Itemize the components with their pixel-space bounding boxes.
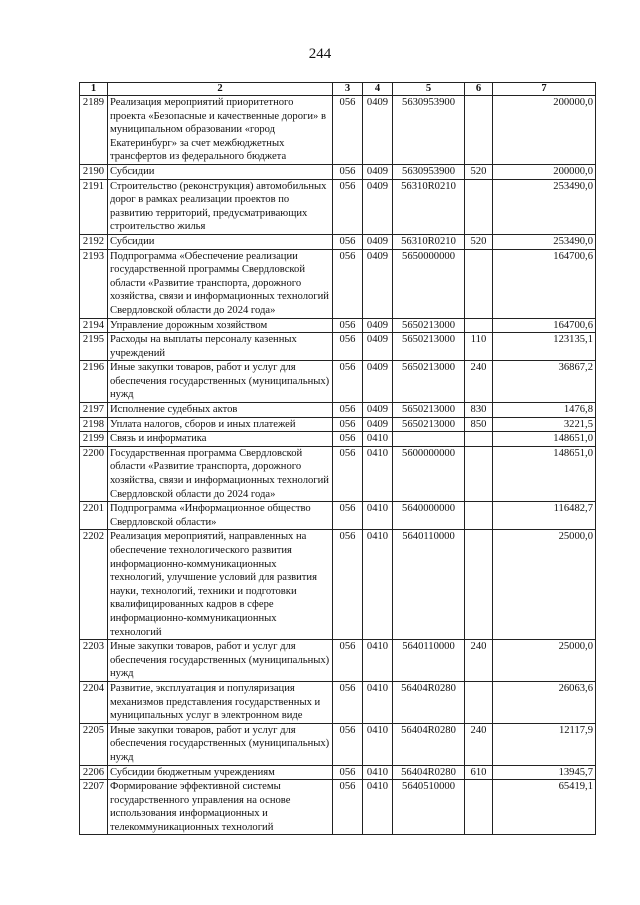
row-number: 2192: [80, 234, 108, 249]
section-code: 0409: [363, 361, 393, 403]
row-name: Развитие, эксплуатация и популяризация механизмов представления государственных и муниципальных услуг в электронном виде: [108, 681, 333, 723]
row-name: Формирование эффективной системы государственного управления на основе использования информационных и телекоммуникационных технологий: [108, 780, 333, 835]
expense-type-code: 520: [465, 164, 493, 179]
row-number: 2189: [80, 96, 108, 165]
section-code: 0410: [363, 502, 393, 530]
amount: 13945,7: [493, 765, 596, 780]
table-header-row: [80, 83, 596, 96]
target-article-code: 5640000000: [393, 502, 465, 530]
target-article-code: 5650000000: [393, 249, 465, 318]
row-number: 2196: [80, 361, 108, 403]
ministry-code: 056: [333, 318, 363, 333]
column-header: 5: [393, 83, 465, 96]
target-article-code: 5640510000: [393, 780, 465, 835]
ministry-code: 056: [333, 432, 363, 447]
expense-type-code: 610: [465, 765, 493, 780]
amount: 253490,0: [493, 234, 596, 249]
column-header: 6: [465, 83, 493, 96]
section-code: 0409: [363, 403, 393, 418]
target-article-code: 5630953900: [393, 164, 465, 179]
ministry-code: 056: [333, 164, 363, 179]
amount: 25000,0: [493, 640, 596, 682]
target-article-code: 5650213000: [393, 333, 465, 361]
target-article-code: 5650213000: [393, 318, 465, 333]
amount: 25000,0: [493, 530, 596, 640]
ministry-code: 056: [333, 780, 363, 835]
row-number: 2204: [80, 681, 108, 723]
amount: 36867,2: [493, 361, 596, 403]
target-article-code: 5640110000: [393, 640, 465, 682]
amount: 148651,0: [493, 446, 596, 501]
table-row: [80, 765, 596, 780]
expense-type-code: 240: [465, 361, 493, 403]
row-number: 2207: [80, 780, 108, 835]
expense-type-code: 520: [465, 234, 493, 249]
table-row: [80, 432, 596, 447]
amount: 116482,7: [493, 502, 596, 530]
table-row: [80, 361, 596, 403]
expense-type-code: [465, 432, 493, 447]
table-row: [80, 249, 596, 318]
expense-type-code: [465, 780, 493, 835]
target-article-code: 5650213000: [393, 403, 465, 418]
target-article-code: 56404R0280: [393, 765, 465, 780]
section-code: 0409: [363, 164, 393, 179]
amount: 26063,6: [493, 681, 596, 723]
amount: 65419,1: [493, 780, 596, 835]
expense-type-code: [465, 318, 493, 333]
ministry-code: 056: [333, 502, 363, 530]
amount: 253490,0: [493, 179, 596, 234]
amount: 164700,6: [493, 249, 596, 318]
table-row: [80, 333, 596, 361]
expense-type-code: [465, 502, 493, 530]
section-code: 0410: [363, 723, 393, 765]
row-name: Подпрограмма «Обеспечение реализации государственной программы Свердловской области «Развитие транспорта, дорожного хозяйства, связи и информационных технологий Свердловской области до 2024 года»: [108, 249, 333, 318]
expense-type-code: 240: [465, 640, 493, 682]
ministry-code: 056: [333, 723, 363, 765]
row-name: Реализация мероприятий приоритетного проекта «Безопасные и качественные дороги» в муниципальном образовании «город Екатеринбург» за счет межбюджетных трансфертов из федерального бюджета: [108, 96, 333, 165]
row-name: Субсидии бюджетным учреждениям: [108, 765, 333, 780]
table-row: [80, 502, 596, 530]
table-row: [80, 723, 596, 765]
section-code: 0409: [363, 96, 393, 165]
ministry-code: 056: [333, 234, 363, 249]
row-number: 2202: [80, 530, 108, 640]
table-row: [80, 318, 596, 333]
target-article-code: 5630953900: [393, 96, 465, 165]
ministry-code: 056: [333, 417, 363, 432]
target-article-code: [393, 432, 465, 447]
section-code: 0409: [363, 179, 393, 234]
expense-type-code: 830: [465, 403, 493, 418]
expense-type-code: [465, 446, 493, 501]
ministry-code: 056: [333, 249, 363, 318]
row-number: 2205: [80, 723, 108, 765]
ministry-code: 056: [333, 96, 363, 165]
row-number: 2197: [80, 403, 108, 418]
ministry-code: 056: [333, 333, 363, 361]
section-code: 0409: [363, 318, 393, 333]
section-code: 0410: [363, 765, 393, 780]
table-row: [80, 96, 596, 165]
section-code: 0410: [363, 446, 393, 501]
ministry-code: 056: [333, 530, 363, 640]
row-number: 2199: [80, 432, 108, 447]
amount: 3221,5: [493, 417, 596, 432]
section-code: 0410: [363, 640, 393, 682]
table-row: [80, 446, 596, 501]
target-article-code: 5640110000: [393, 530, 465, 640]
row-name: Строительство (реконструкция) автомобильных дорог в рамках реализации проектов по развитию территорий, предусматривающих строительство жилья: [108, 179, 333, 234]
expense-type-code: [465, 249, 493, 318]
section-code: 0409: [363, 249, 393, 318]
section-code: 0409: [363, 234, 393, 249]
row-name: Иные закупки товаров, работ и услуг для обеспечения государственных (муниципальных) нужд: [108, 723, 333, 765]
amount: 1476,8: [493, 403, 596, 418]
table-row: [80, 234, 596, 249]
ministry-code: 056: [333, 361, 363, 403]
row-number: 2206: [80, 765, 108, 780]
row-number: 2201: [80, 502, 108, 530]
ministry-code: 056: [333, 403, 363, 418]
amount: 164700,6: [493, 318, 596, 333]
column-header: 7: [493, 83, 596, 96]
expense-type-code: [465, 681, 493, 723]
expense-type-code: [465, 530, 493, 640]
target-article-code: 5650213000: [393, 417, 465, 432]
amount: 123135,1: [493, 333, 596, 361]
row-number: 2193: [80, 249, 108, 318]
target-article-code: 56310R0210: [393, 234, 465, 249]
target-article-code: 5650213000: [393, 361, 465, 403]
section-code: 0409: [363, 417, 393, 432]
table-row: [80, 780, 596, 835]
ministry-code: 056: [333, 765, 363, 780]
row-name: Управление дорожным хозяйством: [108, 318, 333, 333]
table-row: [80, 530, 596, 640]
row-name: Расходы на выплаты персоналу казенных учреждений: [108, 333, 333, 361]
row-name: Субсидии: [108, 234, 333, 249]
ministry-code: 056: [333, 681, 363, 723]
page-number: 244: [308, 46, 332, 62]
row-number: 2191: [80, 179, 108, 234]
amount: 12117,9: [493, 723, 596, 765]
ministry-code: 056: [333, 640, 363, 682]
table-row: [80, 403, 596, 418]
ministry-code: 056: [333, 446, 363, 501]
row-name: Уплата налогов, сборов и иных платежей: [108, 417, 333, 432]
table-row: [80, 179, 596, 234]
row-number: 2194: [80, 318, 108, 333]
target-article-code: 5600000000: [393, 446, 465, 501]
row-name: Государственная программа Свердловской области «Развитие транспорта, дорожного хозяйства, связи и информационных технологий Свердловской области до 2024 года»: [108, 446, 333, 501]
row-name: Исполнение судебных актов: [108, 403, 333, 418]
row-number: 2198: [80, 417, 108, 432]
column-header: 2: [108, 83, 333, 96]
expense-type-code: [465, 96, 493, 165]
target-article-code: 56404R0280: [393, 681, 465, 723]
row-number: 2200: [80, 446, 108, 501]
section-code: 0410: [363, 530, 393, 640]
expense-type-code: 110: [465, 333, 493, 361]
table-row: [80, 640, 596, 682]
row-name: Связь и информатика: [108, 432, 333, 447]
row-name: Реализация мероприятий, направленных на обеспечение технологического развития информационно-коммуникационных технологий, улучшение условий для развития науки, технологий, техники и подготовки квалифицированных кадров в сфере информационно-коммуникационных технологий: [108, 530, 333, 640]
target-article-code: 56404R0280: [393, 723, 465, 765]
table-row: [80, 417, 596, 432]
section-code: 0410: [363, 780, 393, 835]
amount: 200000,0: [493, 96, 596, 165]
expense-type-code: 240: [465, 723, 493, 765]
amount: 200000,0: [493, 164, 596, 179]
table-row: [80, 681, 596, 723]
row-number: 2203: [80, 640, 108, 682]
row-name: Субсидии: [108, 164, 333, 179]
column-header: 3: [333, 83, 363, 96]
row-name: Иные закупки товаров, работ и услуг для обеспечения государственных (муниципальных) нужд: [108, 361, 333, 403]
budget-table: [79, 82, 596, 835]
table-row: [80, 164, 596, 179]
expense-type-code: [465, 179, 493, 234]
target-article-code: 56310R0210: [393, 179, 465, 234]
row-number: 2190: [80, 164, 108, 179]
row-number: 2195: [80, 333, 108, 361]
column-header: 4: [363, 83, 393, 96]
expense-type-code: 850: [465, 417, 493, 432]
section-code: 0409: [363, 333, 393, 361]
section-code: 0410: [363, 432, 393, 447]
amount: 148651,0: [493, 432, 596, 447]
ministry-code: 056: [333, 179, 363, 234]
row-name: Подпрограмма «Информационное общество Свердловской области»: [108, 502, 333, 530]
row-name: Иные закупки товаров, работ и услуг для обеспечения государственных (муниципальных) нужд: [108, 640, 333, 682]
section-code: 0410: [363, 681, 393, 723]
column-header: 1: [80, 83, 108, 96]
